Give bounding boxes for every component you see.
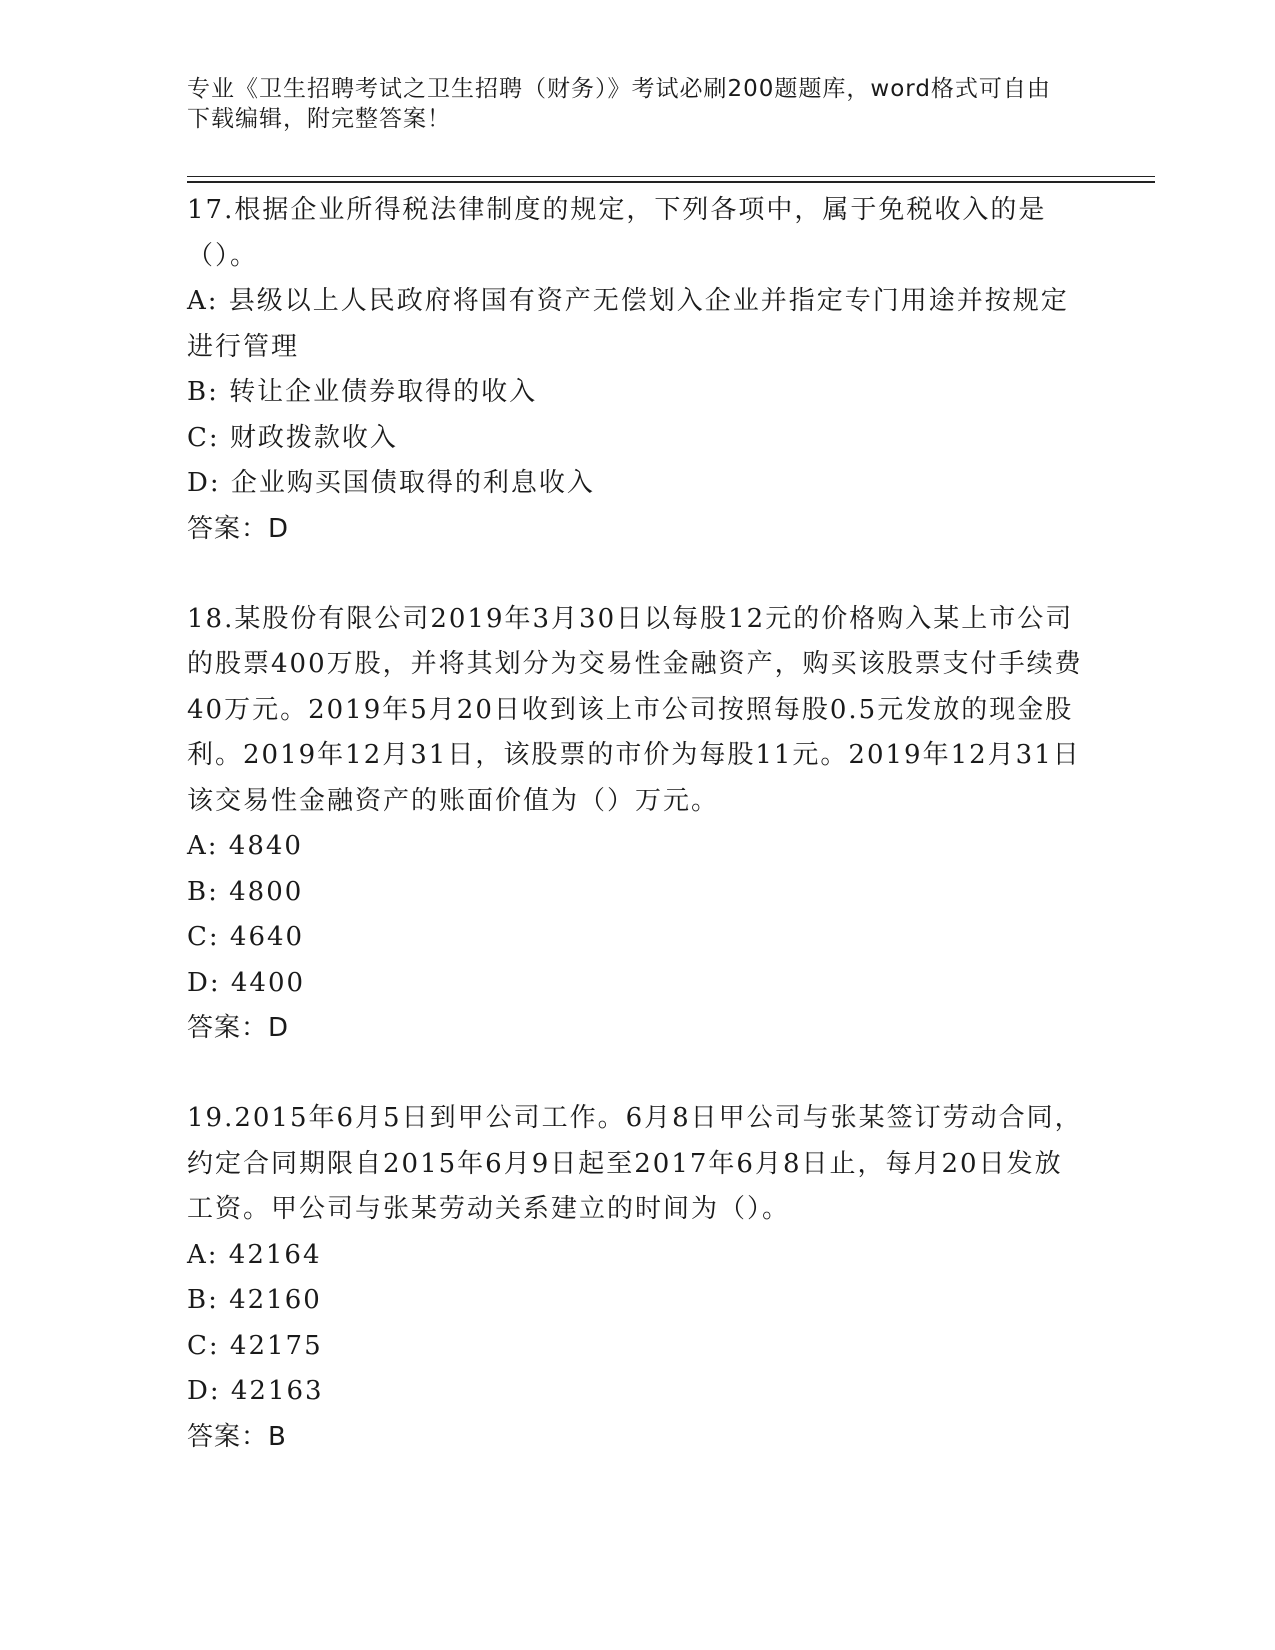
answer-line: 答案：D [187, 513, 290, 544]
question-stem: 18.某股份有限公司2019年3月30日以每股12元的价格购入某上市公司的股票400万股，并将其划分为交易性金融资产，购买该股票支付手续费40万元。2019年5月20日收到该上市公司按照每股0.5元发放的现金股利。2019年12月31日，该股票的市价为每股11元。2019年12月31日该交易性金融资产的账面价值为（）万元。 [187, 603, 1083, 816]
document-header: 专业《卫生招聘考试之卫生招聘（财务）》考试必刷200题题库，word格式可自由下载编辑，附完整答案！ [187, 76, 1051, 132]
option-b: B: 转让企业债券取得的收入 [187, 377, 538, 407]
question-stem: 19.2015年6月5日到甲公司工作。6月8日甲公司与张某签订劳动合同，约定合同期限自2015年6月9日起至2017年6月8日止，每月20日发放工资。甲公司与张某劳动关系建立的时间为（）。 [187, 1103, 1083, 1224]
question-17 [187, 188, 1087, 552]
question-stem: 17.根据企业所得税法律制度的规定，下列各项中，属于免税收入的是（）。 [187, 195, 1047, 271]
header-divider-thin [187, 176, 1155, 177]
option-d: D: 4400 [187, 967, 306, 998]
question-19 [187, 1096, 1087, 1460]
question-18 [187, 597, 1087, 1052]
option-a: A: 4840 [187, 831, 303, 861]
option-a: A: 42164 [187, 1239, 322, 1270]
option-d: D: 企业购买国债取得的利息收入 [187, 468, 595, 498]
option-b: B: 42160 [187, 1285, 322, 1315]
answer-line: 答案：D [187, 1013, 290, 1043]
option-d: D: 42163 [187, 1376, 324, 1406]
answer-line: 答案：B [187, 1421, 287, 1452]
question-spacer [187, 1051, 1087, 1096]
option-c: C: 财政拨款收入 [187, 422, 398, 453]
header-divider-thick [187, 181, 1155, 183]
question-spacer [187, 552, 1087, 597]
option-b: B: 4800 [187, 876, 304, 907]
option-c: C: 42175 [187, 1330, 323, 1361]
option-c: C: 4640 [187, 922, 305, 952]
question-list [187, 188, 1087, 1460]
option-a: A: 县级以上人民政府将国有资产无偿划入企业并指定专门用途并按规定进行管理 [187, 286, 1069, 362]
